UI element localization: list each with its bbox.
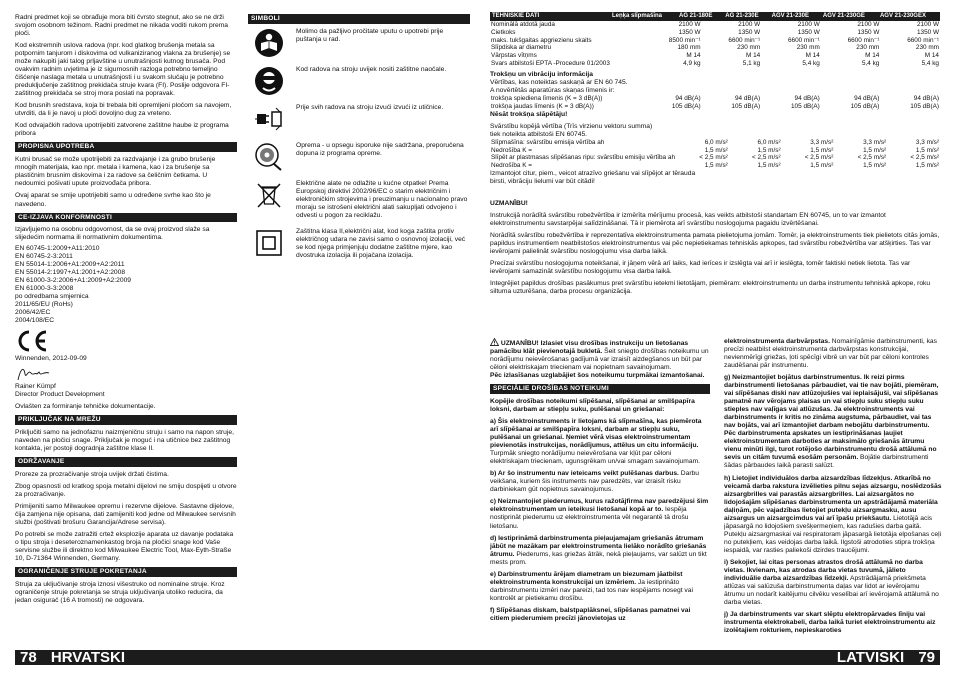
table-row: [490, 60, 940, 68]
rule-b: [490, 470, 710, 494]
rule-i: [724, 559, 942, 607]
tech-header-row: [490, 12, 940, 21]
vibration-table: [490, 139, 940, 170]
row-value: 94 dB(A): [854, 95, 880, 103]
rule-bold: e) Darbinstrumentu ārējam diametram un biezumam jāatbilst elektroinstrumenta konstrukcijai un izmēriem.: [490, 570, 683, 586]
row-value: < 2,5 m/s²: [804, 154, 834, 162]
right-page: [477, 0, 954, 677]
right-column-2: [724, 338, 942, 646]
symbol-row: [248, 228, 470, 260]
model-agv-21-230ge: AGV 21-230GE: [821, 12, 878, 21]
row-value: 6600 min⁻¹: [847, 36, 880, 44]
rule-j: [724, 611, 942, 635]
row-value: 105 dB(A): [671, 103, 701, 111]
standard-item: po odredbama smjernica: [15, 292, 89, 300]
standard-item: 2006/42/EC: [15, 308, 51, 316]
conformity-header: CE-IZJAVA KONFORMNOSTI: [15, 213, 237, 223]
standard-item: 2004/108/EC: [15, 316, 55, 324]
signature-image: [15, 365, 237, 383]
rule-bold: elektroinstrumenta darbvārpstas.: [724, 338, 830, 345]
symbol-text: Električne alate ne odlažite u kućne otpatke! Prema Europskoj direktivi 2002/96/EC o starim električnim i elektroničkim strojevima i preuzimanju u nacionalno pravo moraju se istrošeni električni alati sakupljati odvojeno i odvesti u pogon za reciklažu.: [296, 179, 468, 220]
row-label: trokšņa spiediena līmenis (K = 3 dB(A)): [491, 95, 603, 103]
attention-paragraph-1: Instrukcijā norādītā svārstību robežvērtība ir izmērīta mērījumu procesā, kas veikts atbilstoši standartam EN 60745, un to var izmantot elektroinstrumentu savstarpējai salīdzināšanai. Tā ir piemērota arī svārstību noslogojuma pagaidu izvērtēšanai.: [490, 211, 886, 227]
rule-e: [490, 571, 710, 603]
maintenance-paragraph-1: Proreze za prozračivanje stroja uvijek držati čistima.: [15, 470, 169, 478]
standards-list: [15, 245, 237, 325]
row-value: M 14: [686, 51, 701, 59]
left-column-2: [248, 10, 470, 310]
standard-item: EN 55014-2:1997+A1:2001+A2:2008: [15, 268, 126, 276]
usage-paragraph-1: Kutni brusač se može upotrijebiti za razdvajanje i za grubo brušenje mnogih materijala, kao npr. metala i kamena, kao i za brušenje sa plastičnim brusnim diskovima i za radove sa čeličnim četkama. U nedoumici pošivati upute proizvođača pribora.: [15, 156, 216, 188]
row-value: 6600 min⁻¹: [728, 36, 761, 44]
table-row: [490, 103, 940, 111]
row-value: 2100 W: [678, 21, 701, 29]
rule-text: Ja iestiprināto darbinstrumentu izmēri nav pareizi, tad tos nav iespējams nosegt vai kontrolēt ar pietiekamu drošību.: [490, 578, 693, 602]
safety-warning-rest: Šeit sniegto drošības noteikumu un norādījumu neievērošanas gadījumā var izraisīt aizdegšanos un būt par cēloni elektriskajam triecienam vai nopietnam savainojumam.: [490, 348, 709, 372]
row-value: 1,5 m/s²: [810, 146, 834, 154]
other-work-note: Izmantojot citur, piem., veicot atrazīvo griešanu vai slīpējot ar tērauda birsti, vibrāciju lielumi var būt citādi!: [490, 169, 696, 185]
symbol-row: [248, 104, 470, 134]
model-agv-21-230gex: AGV 21-230GEX: [878, 12, 940, 21]
table-row: [490, 162, 940, 170]
row-value: 1,5 m/s²: [863, 146, 887, 154]
right-footer: [477, 650, 940, 665]
row-label: trokšņa jaudas līmenis (K = 3 dB(A)): [491, 103, 594, 111]
row-value: 4,9 kg: [683, 59, 701, 67]
model-ag-21-230e: AG 21-230E: [723, 12, 769, 21]
rule-bold: d) Iestiprināmā darbinstrumenta pieļaujamajam griešanās ātrumam jābūt ne mazākam par elektroinstrumenta lielāko norādīto griešanās ātrumu.: [490, 534, 707, 558]
row-value: 6,0 m/s²: [757, 138, 781, 146]
page-number: 78: [20, 649, 37, 666]
rule-text: Apstrādājamā priekšmeta atlūzas vai salūzuša darbinstrumenta daļas var lidot ar ievērojamu ātrumu un nodarīt kaitējumu cilvēku veselībai arī ievērojamā attālumā no darba vietas.: [724, 574, 939, 606]
row-value: 105 dB(A): [850, 103, 880, 111]
safety-warning: [490, 338, 710, 380]
rule-d: [490, 535, 710, 567]
row-value: 230 mm: [856, 44, 880, 52]
row-value: 1,5 m/s²: [704, 146, 728, 154]
rule-text: Lietotājā acis jāpasargā no lidojošiem svešķermeņiem, kas radušies darba gaitā. Putekļu aizsargmaskai vai respiratoram jāpasargā lietotāja elpošanas ceļi no putekļiem, kas veidojas darba laikā. Ilgstoši atrodoties stipra trokšņa iespaidā, var rasties paliekoši dzirdes traucējumi.: [724, 514, 942, 554]
row-value: 1350 W: [916, 28, 939, 36]
row-value: 1,5 m/s²: [810, 161, 834, 169]
left-footer: [15, 650, 477, 665]
table-row: [490, 52, 940, 60]
row-value: 1,5 m/s²: [757, 146, 781, 154]
model-ag-21-180e: AG 21-180E: [677, 12, 723, 21]
table-row: [490, 44, 940, 52]
row-value: 2100 W: [857, 21, 880, 29]
symbol-row: [248, 28, 470, 58]
tech-data-block: [490, 12, 940, 302]
rule-h: [724, 475, 942, 555]
symbol-row: [248, 66, 470, 96]
noise-line: A novērtētās aparatūras skaņas līmenis ir:: [490, 87, 615, 95]
special-intro: Kopējie drošības noteikumi slīpēšanai, slīpēšanai ar smilšpapīra loksni, darbam ar stiepļu suku, pulēšanai un griešanai:: [490, 398, 695, 414]
row-value: 94 dB(A): [794, 95, 820, 103]
mains-header: PRIKLJUČAK NA MREŽU: [15, 415, 237, 425]
row-value: 1350 W: [857, 28, 880, 36]
maintenance-paragraph-2: Zbog opasnosti od kratkog spoja metalni dijelovi ne smiju dospijeti u otvore za prozračivanje.: [15, 482, 237, 498]
attention-paragraph-4: Integrējiet papildus drošības pasākumus pret svārstību ietekmi lietotājam, piemēram: elektroinstrumentu un darba instrumentu tehniskā apkope, roku siltuma uzturēšana, darba procesu organizācija.: [490, 279, 931, 295]
row-label: maks. tukšgaitas apgriezienu skaits: [491, 36, 592, 44]
row-value: 1,5 m/s²: [915, 146, 939, 154]
row-value: 3,3 m/s²: [863, 138, 887, 146]
row-value: 105 dB(A): [910, 103, 939, 111]
row-value: M 14: [865, 51, 880, 59]
symbol-text: Prije svih radova na stroju izvući izvući iz utičnice.: [296, 103, 444, 111]
noise-header: Trokšņu un vibrāciju informācija: [490, 71, 593, 79]
row-value: 3,3 m/s²: [810, 138, 834, 146]
rule-bold: b) Ar šo instrumentu nav ieteicams veikt pulēšanas darbus.: [490, 470, 679, 478]
rule-bold: h) Lietojiet individuālos darba aizsardzības līdzekļus. Atkarībā no veicamā darba rakstura izvēlieties pilnu sejas aizsargu, noslēdzošās aizsargbrilles vai parastās aizsargbrilles. Lai aizsargātos no lidojošajām slīpēšanas darbinstrumenta un apstrādājamā materiāla daļiņām, pēc vajadzības lietojiet putekļu aizsargmasku, ausu aizsargus un aizsargcimdus vai arī īpašu priekšautu.: [724, 474, 942, 522]
maintenance-header: ODRŽAVANJE: [15, 457, 237, 467]
symbol-text: Oprema - u opsegu isporuke nije sadržana, preporučena dopuna iz programa opreme.: [296, 141, 464, 157]
symbol-row: [248, 180, 470, 220]
row-label: Slīpēt ar plastmasas slīpēšanas ripu: svārstību emisiju vērtība ah: [491, 154, 675, 162]
row-label: Nedrošība K =: [491, 161, 533, 169]
rule-text: Turpmāk sniegto norādījumu neievērošana var kļūt par cēloni elektriskajam triecienam, ugunsgrēkam un/vai smagam savainojumam.: [490, 450, 700, 466]
noise-table: [490, 95, 940, 110]
row-value: 6,0 m/s²: [704, 138, 728, 146]
signature-place-date: Winnenden, 2012-09-09: [15, 354, 87, 362]
intro-paragraph-2: Kod ekstremnih uslova radova (npr. kod glatkog brušenja metala sa potpornim tanjurom i diskovima od vulkaniziranog vlakna za brušenje) se može nakupiti jaki talog prljavštine u unutrašnjosti kutnog brusača. Pod ovakvim radnim uvjetima je iz sigurnosnih razloga potrebno temeljno čišćenje naslaga metala u unutrašnjosti i u svakom slučaju je potrebno preduključenje zaštitnog prekidača struje kvara (FI). Poslije odgovora FI-zaštitnog prekidača se stroj mora poslati na popravak.: [15, 42, 231, 98]
row-value: 105 dB(A): [791, 103, 820, 111]
signer-name: Rainer Kümpf: [15, 382, 56, 390]
maintenance-paragraph-4: Po potrebi se može zatražiti crtež eksplozije aparata uz davanje podataka o tipu stroja i deseteroznamenkastog broja na pločici snage kod Vaše servisne službe ili direktno kod Milwaukee Electric Tool, Max-Eyth-Straße 10, D-71364 Winnenden, Germany.: [15, 531, 234, 563]
row-value: 3,3 m/s²: [915, 138, 939, 146]
row-value: 1350 W: [738, 28, 761, 36]
rule-bold: i) Sekojiet, lai citas personas atrastos drošā attālumā no darba vietas. Ikvienam, kas atrodas darba vietas tuvumā, jālieto individuālie darba aizsardzības līdzekļi.: [724, 558, 923, 582]
standard-item: EN 60745-2-3:2011: [15, 252, 73, 260]
rule-bold: a) Šis elektroinstruments ir lietojams kā slīpmašīna, kas piemērota arī slīpēšanai ar smilšpapīra loksni, darbam ar stiepļu suku, pulēšanai un griešanai. Ņemiet vērā visas elektroinstrumentam pievienotās instrukcijas, norādījumus, attēlus un citu informāciju.: [490, 418, 702, 450]
noise-line: Vērtības, kas noteiktas saskaņā ar EN 60 745.: [490, 79, 628, 87]
row-value: 6600 min⁻¹: [787, 36, 820, 44]
row-value: 2100 W: [797, 21, 820, 29]
warning-triangle-icon: [490, 338, 499, 346]
tech-product: Leņķa slīpmašīna: [610, 12, 677, 21]
tech-header: TEHNISKIE DATI: [490, 12, 610, 21]
row-label: Slīpdiska ar diametru: [491, 44, 552, 52]
class-two-icon: [254, 228, 284, 258]
usage-paragraph-2: Ovaj aparat se smije upotrijebiti samo u određene svrhe kao što je navedeno.: [15, 192, 211, 208]
standard-item: EN 61000-3-2:2006+A1:2009+A2:2009: [15, 276, 132, 284]
rule-text: Bojātie darbinstrumenti šādas pārbaudes laikā parasti salūzt.: [724, 454, 929, 470]
row-label: Slīpmašīna: svārstību emisija vērtība ah: [491, 138, 605, 146]
left-column-1: [15, 14, 237, 646]
symbol-row: [248, 142, 470, 172]
symbol-text: Zaštitna klasa II,električni alat, kod koga zaštita protiv električnog udara ne zavisi samo o osnovnoj izolaciji, već se kod njega primjenjuju dodatne zaštitne mjere, kao dvostruka izolacija ili pojačana izolacija.: [296, 228, 466, 260]
language-label: LATVISKI: [836, 649, 905, 666]
weee-bin-icon: [254, 180, 284, 210]
vibration-line: Svārstību kopējā vērtība (Trīs virzienu vektoru summa): [490, 122, 653, 130]
right-column-1: [490, 338, 710, 646]
standard-item: EN 60745-1:2009+A11:2010: [15, 244, 100, 252]
overload-text: Struja za uključivanje stroja iznosi višestruko od nominalne struje. Kroz ograničenje struje pokretanja se struja uključivanja utoliko reducira, da jedan osigurač (16 A tromosti) ne odgovara.: [15, 581, 225, 605]
table-row: [490, 154, 940, 162]
special-header: SPECIĀLIE DROŠĪBAS NOTEIKUMI: [490, 384, 710, 394]
table-row: [490, 21, 940, 29]
row-value: 5,4 kg: [921, 59, 939, 67]
standard-item: EN 55014-1:2006+A1:2009+A2:2011: [15, 260, 125, 268]
rule-text: Iespēja nostiprināt piederumu uz elektroinstrumenta vēl negarantē tā drošu lietošanu.: [490, 506, 689, 530]
tech-values-table: [490, 21, 940, 67]
row-value: < 2,5 m/s²: [910, 154, 939, 162]
table-row: [490, 139, 940, 147]
row-value: M 14: [805, 51, 820, 59]
row-value: 5,4 kg: [802, 59, 820, 67]
signer-authorized: Ovlašten za formiranje tehničke dokumentacije.: [15, 402, 156, 410]
row-value: 5,4 kg: [861, 59, 880, 67]
page-number: 79: [918, 649, 935, 666]
language-label: HRVATSKI: [50, 649, 126, 666]
table-row: [490, 29, 940, 37]
attention-paragraph-3: Precīzai svārstību noslogojuma noteikšanai, ir jāņem vērā arī laiks, kad ierīces ir izslēgta vai arī ir ieslēgta, tomēr faktiski netiek lietota. Tas var ievērojami samazināt svārstību noslogojumu visa darba laikā.: [490, 259, 911, 275]
row-value: 230 mm: [796, 44, 820, 52]
read-manual-icon: [254, 28, 284, 58]
attention-header: UZMANĪBU!: [490, 199, 528, 207]
row-value: M 14: [745, 51, 761, 59]
row-value: 230 mm: [915, 44, 939, 52]
unplug-icon: [254, 104, 284, 134]
rule-text: Piederums, kas griežas ātrāk, nekā pieļaujams, var salūzt un tikt mests prom.: [490, 550, 707, 566]
row-label: Svars atbilstoši EPTA -Procedure 01/2003: [491, 59, 610, 67]
rule-bold: f) Slīpēšanas diskam, balstpaplāksnei, slīpēšanas pamatnei vai citiem piederumiem precīzi jānovietojas uz: [490, 606, 691, 622]
symbol-text: Molimo da pažljivo pročitate uputu o upotrebi prije puštanja u rad.: [296, 27, 444, 43]
row-value: 180 mm: [677, 44, 701, 52]
model-agv-21-230e: AGV 21-230E: [770, 12, 821, 21]
row-value: < 2,5 m/s²: [752, 154, 781, 162]
signer-title: Director Product Development: [15, 390, 105, 398]
rule-text: Nomainīgāmie darbinstrumenti, kas precīzi neatbilst elektroinstrumenta darbvārpstas konstrukcijai, nevienmērīgi griežas, ļoti spēcīgi vibrē un var būt par cēloni kontroles zaudēšanai pār instrumentu.: [724, 338, 937, 370]
table-row: [490, 37, 940, 45]
conformity-intro: Izjavljujemo na osobnu odgovornost, da se ovaj proizvod slaže sa slijedećim normama ili normativnim dokumentima.: [15, 226, 210, 242]
row-value: 1,5 m/s²: [915, 161, 939, 169]
ce-mark-logo: [15, 329, 237, 353]
row-value: 1,5 m/s²: [704, 161, 728, 169]
ear-protection-note: Nēsāt trokšņa slāpētāju!: [490, 110, 568, 118]
row-value: 1350 W: [797, 28, 820, 36]
mains-text: Priključiti samo na jednofaznu naizmjeničnu struju i samo na napon struje, naveden na pločici snage. Priključak je moguć i na utičnice bez zaštitnog kontakta, jer postoji dogradnja zaštitne klase II.: [15, 428, 234, 452]
table-row: [490, 147, 940, 155]
table-row: [490, 95, 940, 103]
row-label: Nominālā atdotā jauda: [491, 21, 555, 29]
row-value: M 14: [924, 51, 939, 59]
row-value: < 2,5 m/s²: [857, 154, 887, 162]
rule-c: [490, 498, 710, 530]
rule-a: [490, 418, 710, 466]
safety-warning-lead: UZMANĪBU! Izlasiet visu drošības instrukciju un lietošanas pamācību klāt pievienotajā bukletā.: [490, 340, 689, 356]
vibration-line: tiek noteikta atbilstoši EN 60745.: [490, 130, 588, 138]
row-label: Nedrošība K =: [491, 146, 533, 154]
grinding-disc-icon: [254, 142, 284, 172]
rule-bold: c) Neizmantojiet piederumus, kurus ražotājfirma nav paredzējusi šim elektroinstrumentam un ieteikusi lietošanai kopā ar to.: [490, 498, 709, 514]
ce-mark-icon: [15, 329, 49, 353]
usage-header: PROPISNA UPOTREBA: [15, 142, 237, 152]
rule-g: [724, 374, 942, 470]
row-value: 1,5 m/s²: [863, 161, 887, 169]
intro-paragraph-4: Kod odvajačkih radova upotrijebiti zatvorene zaštitne haube iz programa pribora: [15, 122, 229, 138]
rule-f: [490, 607, 710, 623]
row-value: 8500 min⁻¹: [668, 36, 701, 44]
row-value: 105 dB(A): [731, 103, 761, 111]
standard-item: 2011/65/EU (RoHs): [15, 300, 73, 308]
rule-bold: g) Neizmantojiet bojātus darbinstrumentus. Ik reizi pirms darbinstrumenti lietošanas pārbaudiet, vai tie nav bojāti, piemēram, vai slīpēšanas diski nav atlūzojušies vai ieplaisājuši, vai slīpēšanas pamatnē nav vērojams plaisas un vai stiepļu suku stiepļu suku stieples nav vaļīgas vai atlūzušas. Ja elektroinstruments vai darbinstruments ir kritis no zināma augstuma, pārbaudiet, vai tas nav bojāts, vai arī izmantojiet darbam nebojātu darbinstrumentu. Pēc darbinstrumenta apskates un iestiprināšanas ļaujiet elektroinstrumentam darboties ar maksimālo griešanās ātrumu vienu minūti ilgi, turot rotējošo darbinstrumentu drošā attālumā no sevis un citām tuvumā esošām personām.: [724, 374, 939, 462]
row-value: 2100 W: [916, 21, 939, 29]
tech-data-table: [490, 12, 940, 21]
row-value: 94 dB(A): [913, 95, 939, 103]
symbol-text: Kod radova na stroju uvijek nositi zaštitne naočale.: [296, 65, 447, 73]
attention-paragraph-2: Norādītā svārstību robežvērtība ir reprezentatīva elektroinstrumenta pamata pielietojuma jomām. Tomēr, ja elektroinstruments tiek pielietots citās jomās, papildus instrumentiem neatbilstošos elektroinstrumentus vai pēc nepietiekamas tehniskās apkopes, tad svārstību robežvērtība var atšķirties. Tas var ievērojami palielināt svārstību noslogojumu visa darba laikā.: [490, 231, 940, 255]
row-value: 94 dB(A): [675, 95, 701, 103]
row-value: 230 mm: [737, 44, 761, 52]
row-value: 94 dB(A): [734, 95, 761, 103]
row-value: < 2,5 m/s²: [699, 154, 728, 162]
safety-keep-note: Pēc izlasīšanas uzglabājiet šos noteikumu turpmākai izmantošanai.: [490, 372, 705, 380]
rule-bold: j) Ja darbinstruments var skart slēptu elektropārvades līniju vai instrumenta elektrokabeli, darba laikā turiet elektroinstrumentu aiz izolētajiem rokturiem, nepieskaroties: [724, 611, 936, 635]
maintenance-paragraph-3: Primijeniti samo Milwaukee opremu i rezervne dijelove. Sastavne dijelove, čija zamjena nije opisana, dati zamijeniti kod jedne od Milwaukee servisnih službi (poštivati brošuru Garancija/Adrese servisa).: [15, 502, 236, 526]
symbols-header: SIMBOLI: [248, 14, 470, 24]
row-value: 1350 W: [678, 28, 701, 36]
row-value: 2100 W: [738, 21, 761, 29]
standard-item: EN 61000-3-3:2008: [15, 284, 74, 292]
row-value: 1,5 m/s²: [757, 161, 781, 169]
overload-header: OGRANIČENJE STRUJE POKRETANJA: [15, 567, 237, 577]
rule-text: Darbu veikšana, kuriem šis instruments nav paredzēts, var izraisīt risku darbiniekam gūt nopietnus savainojumus.: [490, 470, 699, 494]
intro-paragraph-3: Kod brusnih sredstava, koja bi trebala biti opremljeni pločom sa navojem, utvrditi, da li je navoj u ploči dovoljno dug za vreteno.: [15, 102, 232, 118]
eye-protection-icon: [254, 66, 284, 96]
row-value: 5,1 kg: [742, 59, 761, 67]
row-label: Cietkoks: [491, 28, 516, 36]
intro-paragraph-1: Radni predmet koji se obrađuje mora biti čvrsto stegnut, ako se ne drži svojom osobnom težinom. Radni predmet ne nikada voditi rukom prema ploči.: [15, 14, 228, 38]
rule-f-continued: [724, 338, 942, 370]
row-label: Vārpstas vītņms: [491, 51, 537, 59]
row-value: 6600 min⁻¹: [907, 36, 939, 44]
